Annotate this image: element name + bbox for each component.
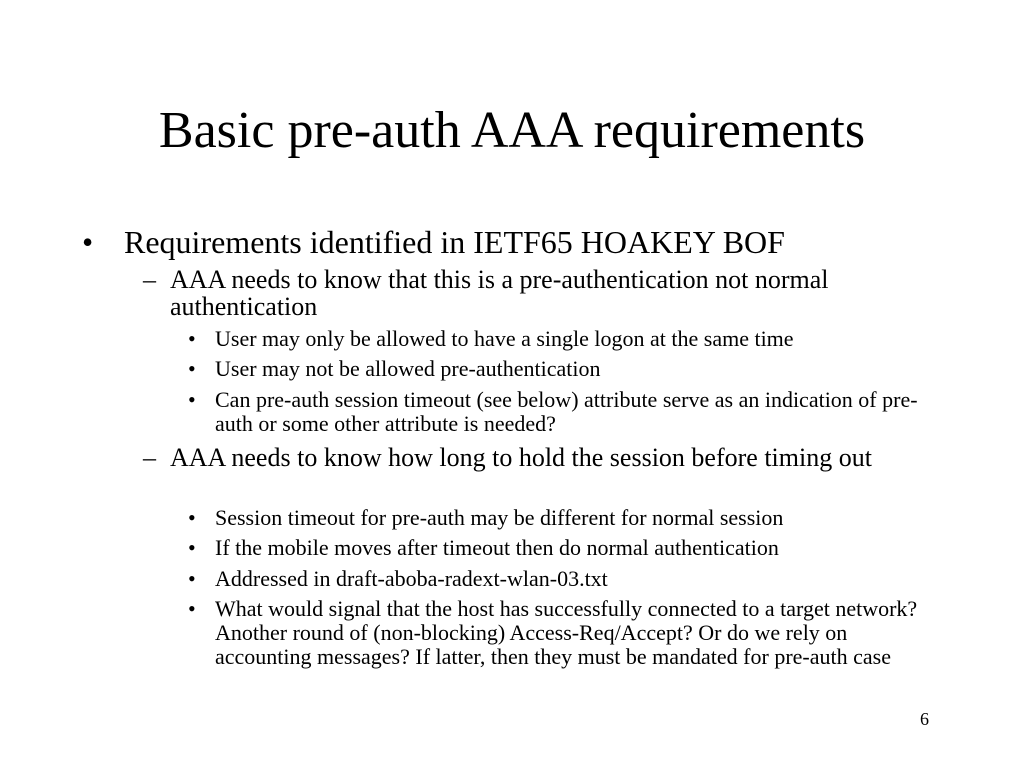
list-item [188,567,938,591]
list-item-text: AAA needs to know that this is a pre-authentication not normal authentication [170,265,829,321]
bullet-marker: • [188,326,196,351]
bullet-marker: • [82,224,94,260]
list-item [188,357,938,381]
list-item-text: Session timeout for pre-auth may be different for normal session [215,505,784,530]
list-item [143,266,913,320]
list-item [188,388,938,436]
bullet-marker: • [188,596,196,621]
dash-marker: – [143,443,156,472]
list-item [188,536,938,560]
list-item [82,224,962,260]
dash-marker: – [143,265,156,294]
bullet-marker: • [188,356,196,381]
bullet-marker: • [188,387,196,412]
list-item-text: What would signal that the host has successfully connected to a target network? Another round of (non-blocking) Access-Req/Accept? Or do we rely on accounting messages? If latter, then they must be mandated for pre-auth case [215,596,918,669]
list-item [188,597,938,669]
slide-title: Basic pre-auth AAA requirements [158,102,866,159]
bullet-marker: • [188,566,196,591]
list-item [188,506,938,530]
list-item [143,444,913,471]
list-item-text: Addressed in draft-aboba-radext-wlan-03.txt [215,566,608,591]
list-item-text: Can pre-auth session timeout (see below) attribute serve as an indication of pre-auth or some other attribute is needed? [215,387,918,436]
list-item [188,327,938,351]
page-number: 6 [920,709,929,729]
bullet-marker: • [188,535,196,560]
list-item-text: User may only be allowed to have a single logon at the same time [215,326,794,351]
list-item-text: AAA needs to know how long to hold the session before timing out [170,443,872,472]
list-item-text: If the mobile moves after timeout then do normal authentication [215,535,779,560]
bullet-marker: • [188,505,196,530]
list-item-text: Requirements identified in IETF65 HOAKEY BOF [124,224,785,260]
list-item-text: User may not be allowed pre-authentication [215,356,601,381]
